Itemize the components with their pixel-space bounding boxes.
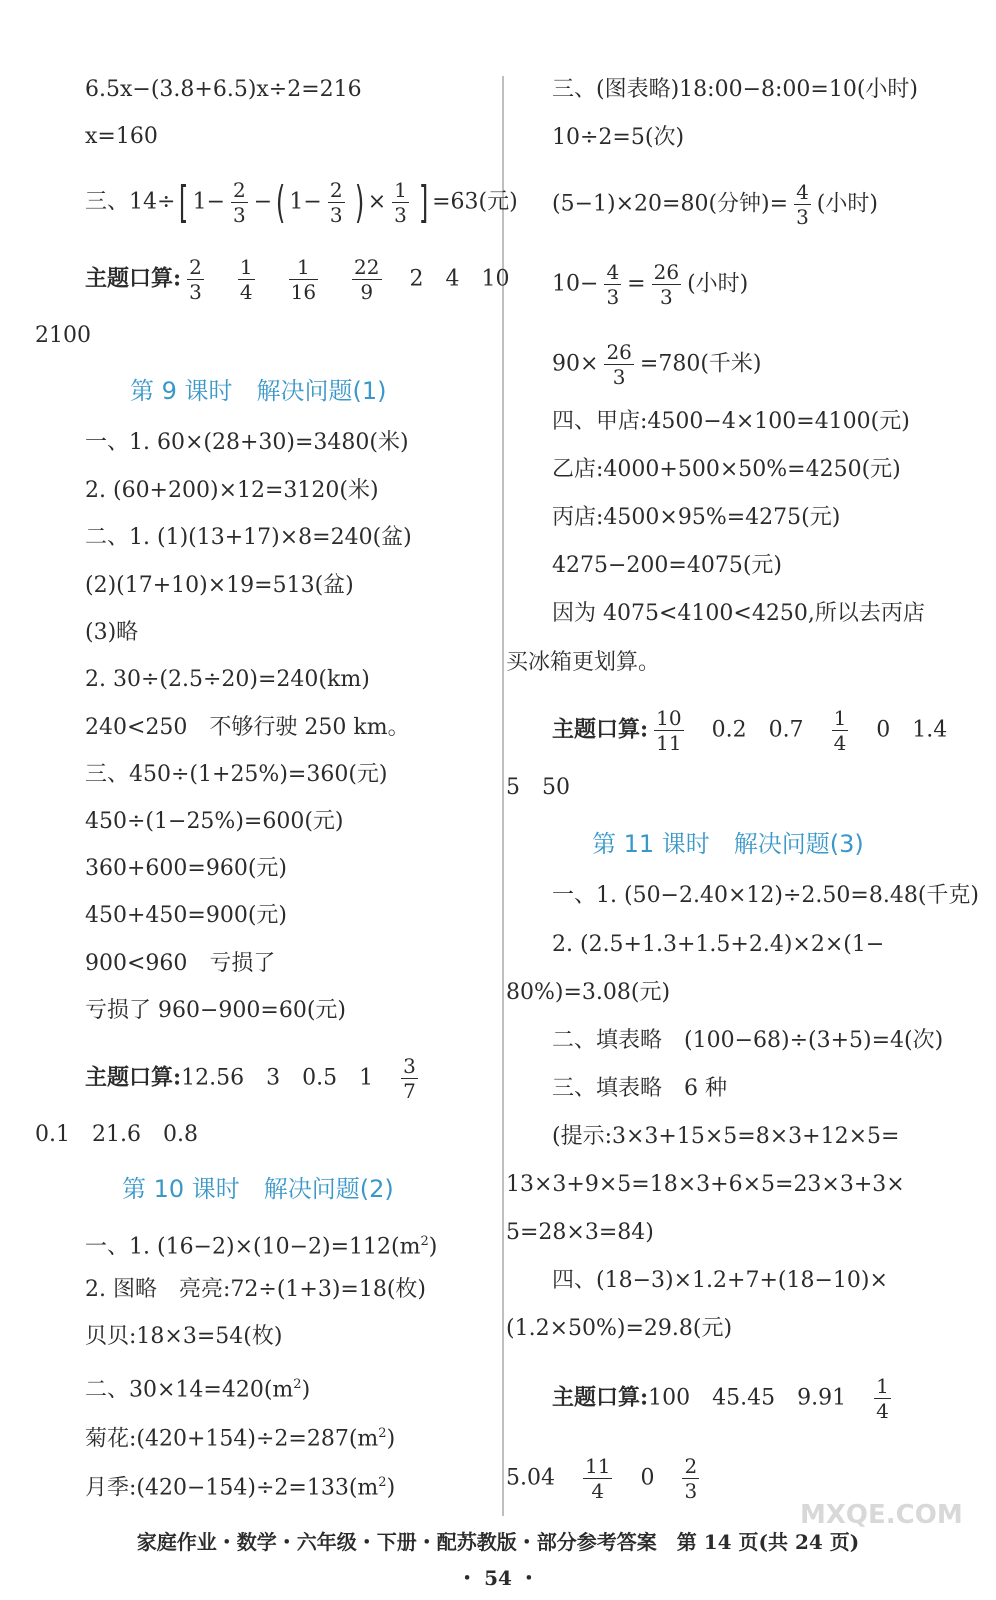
equation-line: 13×3+9×5=18×3+6×5=23×3+3× <box>506 1172 905 1197</box>
superscript: 2 <box>378 1475 387 1490</box>
equation-line <box>552 342 761 387</box>
mental-math-label: 主题口算: <box>85 1064 182 1091</box>
equation-line: 80%)=3.08(元) <box>506 980 671 1005</box>
equation-line <box>85 1419 395 1454</box>
fraction <box>652 262 681 307</box>
fraction <box>604 262 621 307</box>
equation-line: 二、1. (1)(13+17)×8=240(盆) <box>85 525 412 550</box>
equation-line: 买冰箱更划算。 <box>506 650 661 675</box>
fraction <box>289 257 318 302</box>
fraction-numerator: 2 <box>233 178 246 202</box>
fraction-numerator: 26 <box>653 260 680 284</box>
equation-line: 二、填表略 (100−68)÷(3+5)=4(次) <box>552 1028 944 1053</box>
text: (小时) <box>816 191 878 217</box>
text: 1− <box>192 189 226 215</box>
fraction-numerator: 1 <box>289 257 318 280</box>
equation-line: 三、填表略 6 种 <box>552 1076 727 1101</box>
fraction <box>654 708 683 753</box>
mental-math-label: 主题口算: <box>85 265 182 292</box>
fraction-denominator: 3 <box>329 203 343 227</box>
equation-line: 2. 图略 亮亮:72÷(1+3)=18(枚) <box>85 1277 427 1302</box>
fraction-numerator: 1 <box>876 1374 889 1398</box>
fraction-numerator: 1 <box>833 706 847 730</box>
fraction <box>352 257 381 302</box>
text: × <box>367 189 387 215</box>
equation-line <box>85 176 518 228</box>
text: ) <box>386 1426 396 1452</box>
equation-line: 三、450÷(1+25%)=360(元) <box>85 762 388 787</box>
text: = <box>627 271 646 297</box>
text: 1− <box>289 189 322 215</box>
fraction-numerator: 11 <box>584 1454 611 1478</box>
equation-line: (1.2×50%)=29.8(元) <box>506 1316 733 1341</box>
lesson-heading: 第 10 课时 解决问题(2) <box>122 1175 394 1203</box>
fraction-denominator: 4 <box>239 280 253 304</box>
text: =780(千米) <box>639 351 762 377</box>
superscript: 2 <box>378 1426 387 1441</box>
lesson-heading: 第 11 课时 解决问题(3) <box>592 830 864 858</box>
bracket: ( <box>276 176 286 228</box>
text: (5−1)×20=80(分钟)= <box>552 191 789 217</box>
text: 二、30×14=420(m <box>85 1377 294 1403</box>
equation-line: 2. (2.5+1.3+1.5+2.4)×2×(1− <box>552 932 885 957</box>
fraction <box>231 180 248 225</box>
fraction-denominator: 4 <box>591 1479 605 1503</box>
text: − <box>253 189 273 215</box>
fraction-denominator: 4 <box>833 731 847 755</box>
equation-line: 450+450=900(元) <box>85 903 288 928</box>
answer-value: 5.04 <box>506 1465 555 1491</box>
fraction-denominator: 3 <box>684 1479 698 1503</box>
answer-value: 4 <box>445 266 460 292</box>
fraction-numerator: 1 <box>239 255 253 279</box>
equation-line: 10÷2=5(次) <box>552 125 685 150</box>
equation-line: 三、(图表略)18:00−8:00=10(小时) <box>552 77 918 102</box>
text: 一、1. (16−2)×(10−2)=112(m <box>85 1234 421 1260</box>
fraction-numerator: 22 <box>354 255 380 279</box>
fraction <box>392 180 409 225</box>
fraction <box>794 182 811 227</box>
fraction-denominator: 3 <box>233 203 246 227</box>
fraction <box>874 1376 891 1421</box>
answer-values: 100 45.45 9.91 <box>648 1385 847 1411</box>
equation-line <box>552 262 748 307</box>
mental-math-line <box>552 1376 897 1421</box>
fraction-numerator: 4 <box>606 260 620 284</box>
text: ) <box>301 1377 311 1403</box>
fraction-denominator: 4 <box>876 1399 889 1423</box>
text: 三、14÷ <box>85 189 176 215</box>
bracket: ] <box>418 176 429 228</box>
fraction <box>187 257 204 302</box>
watermark-logo: MXQE.COM <box>800 1500 963 1530</box>
fraction-numerator: 2 <box>684 1454 698 1478</box>
equation-line <box>85 1227 437 1262</box>
fraction-numerator: 3 <box>403 1054 416 1078</box>
answer-value: 2 <box>409 266 424 292</box>
equation-line: 240<250 不够行驶 250 km。 <box>85 715 410 740</box>
fraction <box>238 257 255 302</box>
equation-line: 2. (60+200)×12=3120(米) <box>85 478 379 503</box>
fraction-denominator: 16 <box>290 280 317 304</box>
fraction <box>583 1456 612 1501</box>
fraction-denominator: 11 <box>656 731 682 755</box>
answer-values: 5 50 <box>506 775 570 800</box>
equation-line: 因为 4075<4100<4250,所以去丙店 <box>552 601 925 626</box>
equation-line: 亏损了 960−900=60(元) <box>85 998 347 1023</box>
bracket: ) <box>354 176 364 228</box>
equation-line <box>85 1370 310 1405</box>
page-number: ・ 54 ・ <box>457 1566 539 1590</box>
fraction-denominator: 3 <box>612 365 626 389</box>
fraction-numerator: 2 <box>329 178 343 202</box>
fraction-denominator: 7 <box>403 1079 416 1103</box>
fraction-numerator: 10 <box>656 706 682 730</box>
equation-line: 2. 30÷(2.5÷20)=240(km) <box>85 667 370 692</box>
equation-line: 5=28×3=84) <box>506 1220 654 1245</box>
lesson-heading: 第 9 课时 解决问题(1) <box>130 377 387 405</box>
mental-math-label: 主题口算: <box>552 716 649 743</box>
equation-line: 6.5x−(3.8+6.5)x÷2=216 <box>85 77 362 102</box>
equation-line: 900<960 亏损了 <box>85 951 276 976</box>
fraction <box>401 1056 418 1101</box>
text: =63(元) <box>432 189 518 215</box>
mental-math-line <box>506 1456 705 1501</box>
fraction-denominator: 9 <box>360 280 374 304</box>
equation-line: x=160 <box>85 124 158 149</box>
superscript: 2 <box>420 1234 429 1249</box>
answer-values: 0.1 21.6 0.8 <box>35 1122 198 1147</box>
fraction-denominator: 3 <box>659 285 673 309</box>
equation-line: 乙店:4000+500×50%=4250(元) <box>552 457 901 482</box>
answer-values: 12.56 3 0.5 1 <box>181 1065 374 1091</box>
answer-value: 2100 <box>35 323 91 348</box>
text: ) <box>386 1475 396 1501</box>
fraction-denominator: 3 <box>606 285 620 309</box>
answer-values: 0.2 0.7 <box>711 717 804 743</box>
fraction-numerator: 1 <box>394 178 407 202</box>
equation-line: 4275−200=4075(元) <box>552 553 783 578</box>
equation-line: 贝贝:18×3=54(枚) <box>85 1324 283 1349</box>
fraction <box>604 342 633 387</box>
equation-line: 四、(18−3)×1.2+7+(18−10)× <box>552 1268 888 1293</box>
equation-line <box>85 1468 395 1503</box>
fraction <box>832 708 849 753</box>
equation-line <box>552 182 878 227</box>
fraction-numerator: 2 <box>189 255 202 279</box>
mental-math-line <box>85 1056 424 1101</box>
answer-value: 10 <box>481 266 510 292</box>
fraction-denominator: 3 <box>189 280 202 304</box>
text: 月季:(420−154)÷2=133(m <box>85 1475 379 1501</box>
equation-line: (2)(17+10)×19=513(盆) <box>85 573 354 598</box>
text: 90× <box>552 351 599 377</box>
superscript: 2 <box>293 1377 302 1392</box>
bracket: [ <box>179 176 189 228</box>
fraction-numerator: 26 <box>606 340 632 364</box>
text: (小时) <box>687 271 749 297</box>
mental-math-label: 主题口算: <box>552 1384 649 1411</box>
text: ) <box>428 1234 438 1260</box>
text: 10− <box>552 271 599 297</box>
fraction-numerator: 4 <box>796 180 809 204</box>
fraction-denominator: 3 <box>394 203 407 227</box>
text: 菊花:(420+154)÷2=287(m <box>85 1426 379 1452</box>
fraction-denominator: 3 <box>796 205 809 229</box>
answer-values: 0 1.4 <box>876 717 948 743</box>
equation-line: 四、甲店:4500−4×100=4100(元) <box>552 409 910 434</box>
answer-value: 0 <box>640 1465 655 1491</box>
equation-line: 一、1. 60×(28+30)=3480(米) <box>85 430 409 455</box>
fraction <box>328 180 345 225</box>
equation-line: 360+600=960(元) <box>85 856 288 881</box>
equation-line: 450÷(1−25%)=600(元) <box>85 809 344 834</box>
equation-line: 丙店:4500×95%=4275(元) <box>552 505 841 530</box>
page-footer: 家庭作业・数学・六年级・下册・配苏教版・部分参考答案 第 14 页(共 24 页) <box>136 1530 860 1554</box>
equation-line: (3)略 <box>85 620 139 645</box>
mental-math-line <box>85 257 510 302</box>
equation-line: 一、1. (50−2.40×12)÷2.50=8.48(千克) <box>552 883 979 908</box>
equation-line: (提示:3×3+15×5=8×3+12×5= <box>552 1124 900 1149</box>
fraction <box>682 1456 699 1501</box>
mental-math-line <box>552 708 947 753</box>
